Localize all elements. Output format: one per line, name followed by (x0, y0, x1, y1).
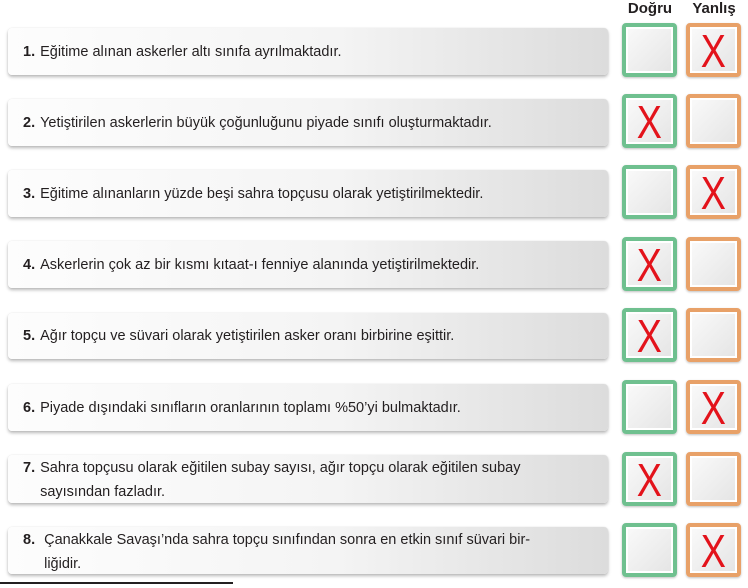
statement-text: Eğitime alınanların yüzde beşi sahra topçusu olarak yetiştirilmektedir. (40, 185, 484, 202)
statement-number: 7. (23, 460, 36, 476)
statement-text (44, 528, 530, 576)
statement-number: 6. (23, 399, 36, 416)
statement-number: 5. (23, 328, 36, 344)
x-mark-icon: X (636, 310, 663, 362)
statement-text-box (8, 170, 608, 217)
x-mark-icon: X (700, 167, 727, 219)
true-checkbox-1[interactable] (622, 23, 677, 77)
false-checkbox-4[interactable] (686, 237, 741, 291)
false-checkbox-1[interactable] (686, 23, 741, 77)
true-checkbox-2[interactable] (622, 94, 677, 148)
statement-text: Askerlerin çok az bir kısmı kıtaat-ı fenniye alanında yetiştirilmektedir. (40, 256, 480, 273)
statement-text-box (8, 99, 608, 146)
statement-number: 2. (23, 114, 36, 131)
statement-text (40, 456, 520, 504)
statement-text-box (8, 384, 608, 431)
x-mark-icon: X (636, 454, 663, 506)
statement-text-line-2: liğidir. (44, 556, 82, 572)
statement-number: 1. (23, 43, 36, 60)
false-checkbox-8[interactable] (686, 523, 741, 577)
true-checkbox-4[interactable] (622, 237, 677, 291)
statement-text-line-2: sayısından fazladır. (40, 484, 166, 500)
true-checkbox-3[interactable] (622, 165, 677, 219)
x-mark-icon: X (700, 382, 727, 434)
statement-text-box (8, 313, 608, 359)
statement-text-line-1: Sahra topçusu olarak eğitilen subay sayısı, ağır topçu olarak eğitilen subay (40, 460, 521, 476)
x-mark-icon: X (636, 96, 663, 148)
statement-text: Ağır topçu ve süvari olarak yetiştirilen asker oranı birbirine eşittir. (40, 328, 455, 344)
statement-number: 3. (23, 185, 36, 202)
column-header-true: Doğru (627, 0, 673, 17)
statement-text: Eğitime alınan askerler altı sınıfa ayrılmaktadır. (40, 43, 342, 60)
statement-text: Yetiştirilen askerlerin büyük çoğunluğunu piyade sınıfı oluşturmaktadır. (40, 114, 492, 131)
statement-text-box (8, 28, 608, 75)
true-checkbox-5[interactable] (622, 308, 677, 362)
false-checkbox-5[interactable] (686, 308, 741, 362)
column-header-false: Yanlış (692, 0, 736, 17)
x-mark-icon: X (700, 25, 727, 77)
statement-text: Piyade dışındaki sınıfların oranlarının toplamı %50’yi bulmaktadır. (40, 399, 461, 416)
true-checkbox-7[interactable] (622, 452, 677, 506)
statement-number: 4. (23, 256, 36, 273)
false-checkbox-3[interactable] (686, 165, 741, 219)
statement-text-box (8, 241, 608, 288)
statement-text-line-1: Çanakkale Savaşı’nda sahra topçu sınıfından sonra en etkin sınıf süvari bir- (44, 532, 531, 548)
x-mark-icon: X (700, 525, 727, 577)
footnote-divider (0, 582, 233, 584)
statement-text-box (8, 527, 608, 574)
false-checkbox-2[interactable] (686, 94, 741, 148)
statement-number: 8. (23, 532, 36, 548)
false-checkbox-6[interactable] (686, 380, 741, 434)
x-mark-icon: X (636, 239, 663, 291)
statement-text-box (8, 455, 608, 503)
true-checkbox-6[interactable] (622, 380, 677, 434)
true-checkbox-8[interactable] (622, 523, 677, 577)
false-checkbox-7[interactable] (686, 452, 741, 506)
